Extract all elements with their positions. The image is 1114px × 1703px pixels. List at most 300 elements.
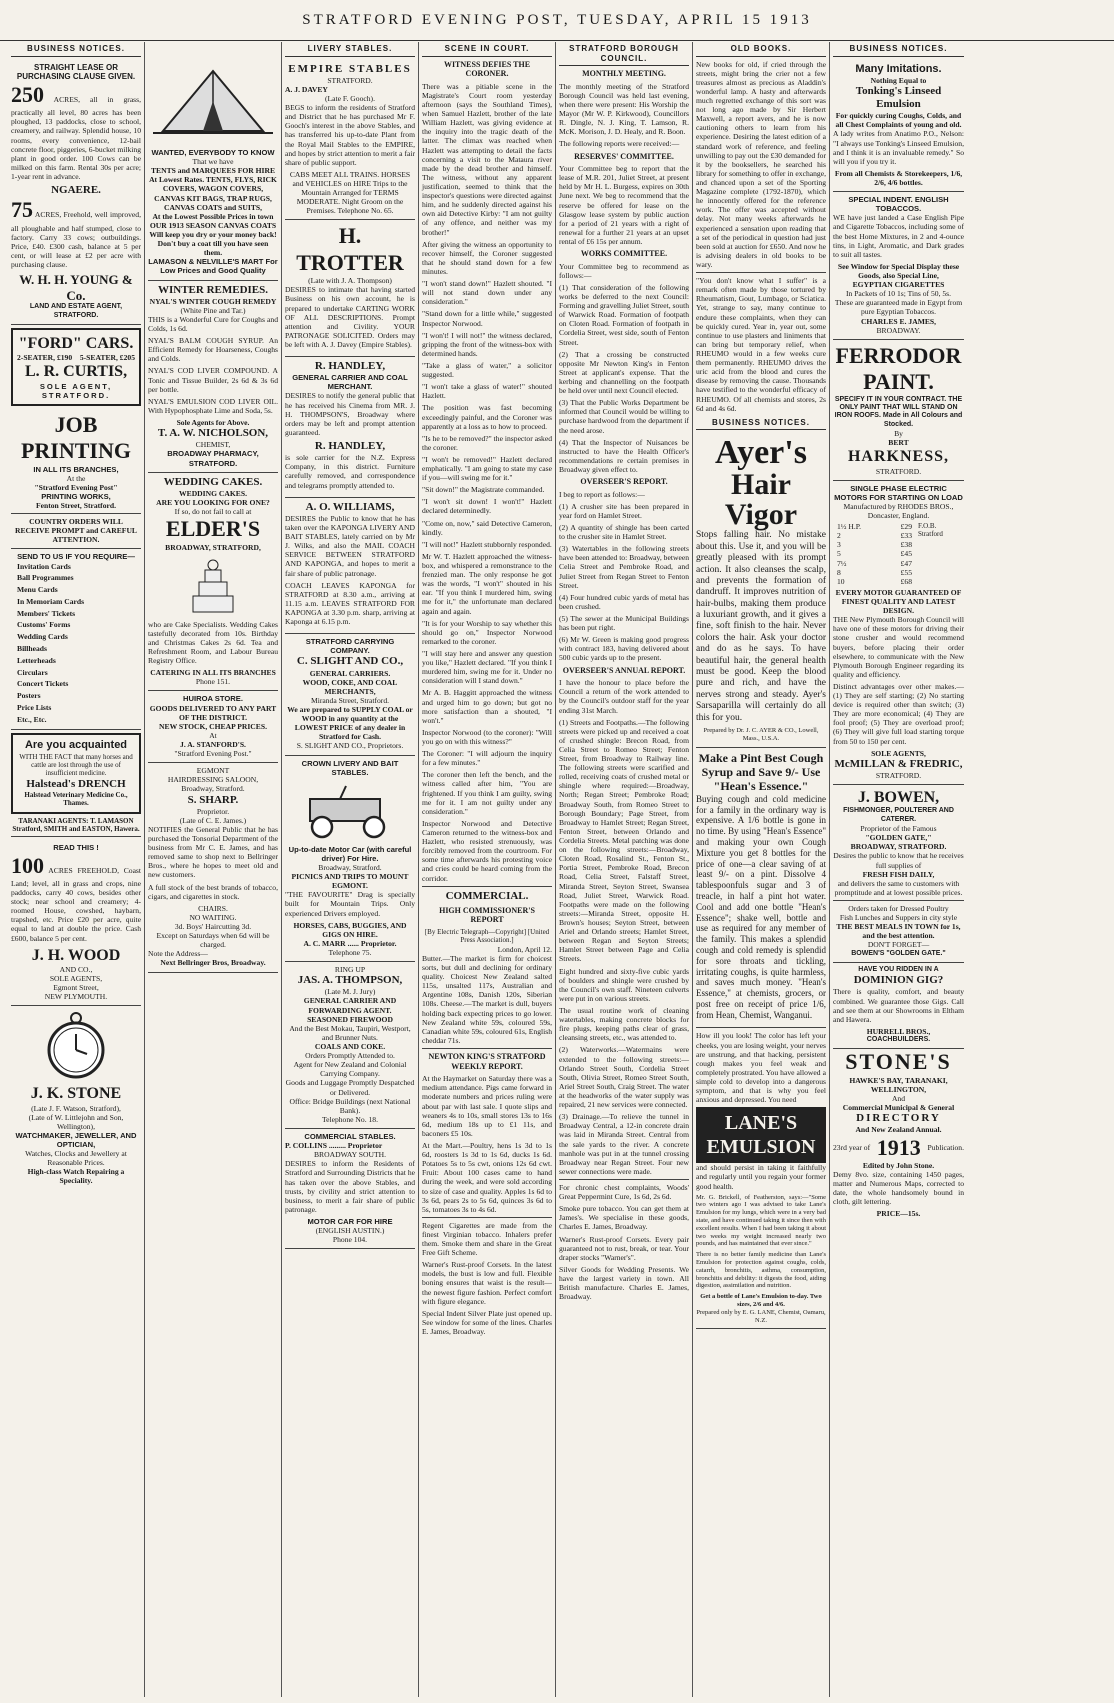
rheumo-text: "You don't know what I suffer" is a remark often made by those tortured by Rheumatism, Gout, Lumbago, or Sciatica. Yet, strange to say, many continue to endure these complaints, when they can be quickly cured. Year in, year out, some continue to use plasters and liniments that can bring but temporary relief, when RHEUMO would in a few weeks cure them permanently. RHEUMO drives the uric acid from the blood and cures the disease by removing the cause. Thousands have testified to the wonderful efficacy of RHEUMO. Of all chemists and stores, 2s 6d and 4s 6d. [696,276,826,413]
stone-demy: Demy 8vo. size, containing 1450 pages, matter and Numerous Maps, corrected to date, the whole handsomely bound in cloth, gilt lettering. [833,1170,964,1207]
ayer-maker: Prepared by Dr. J. C. AYER & CO., Lowell, Mass., U.S.A. [703,726,819,742]
ferrodor-text: SPECIFY IT IN YOUR CONTRACT. THE ONLY PAINT THAT WILL STAND ON IRON ROOFS. Made in All Colours and Stocked. [834,395,963,428]
list-item: Price Lists [17,702,52,712]
tents-prices: At the Lowest Possible Prices in town [152,211,274,221]
tent-illustration-icon [153,61,273,141]
council-p2: The following reports were received:— [559,139,680,149]
williams-name: A. O. WILLIAMS, [305,500,395,513]
stone-and: And [891,1094,906,1104]
lamason-tents-ad [148,145,278,281]
egmont-3: Broadway, Stratford. [181,784,245,794]
nicholson-name: T. A. W. NICHOLSON, [157,427,269,440]
wedding-cake-icon [188,556,238,616]
list-item: Circulars [17,667,48,677]
list-item: Ball Programmes [17,573,74,583]
court-p12: "I won't sit down! I won't!" Hazlett declared determinedly. [422,497,552,516]
court-p9: "Is he to be removed?" the inspector asked the coroner. [422,433,552,452]
harkness-name: HARKNESS, [847,448,950,466]
list-item: Billheads [17,643,47,653]
heans-title: Make a Pint Best Cough Syrup and Save 9/- Use "Hean's Essence." [698,750,824,794]
court-p20: The Coroner: "I will adjourn the inquiry for a few minutes." [422,749,552,768]
mcmillan-town: STRATFORD. [875,771,922,780]
tents-caption: WANTED, EVERYBODY TO KNOW [151,148,275,157]
bowen-lunches: Fish Lunches and Suppers in city style [839,913,958,923]
col5-ad4: Silver Goods for Wedding Presents. We have the largest variety in town. All British manufacture. Charles E. James, Broadway. [559,1264,689,1302]
sharp-text: NOTIFIES the General Public that he has purchased the Tonsorial Department of the business from Mr C. E. James, and has removed same to shop next to Bellringer Bros., where he hopes to meet old and new customers. [148,824,278,880]
council-p7: (3) That the Public Works Department be informed that Council would be willing to purchase hardwood from the department if the need arose. [559,398,689,435]
tents-list: TENTS and MARQUEES FOR HIRE At Lowest Rates. TENTS, FLYS, RICK COVERS, WAGON COVERS, CANVAS KIT BAGS, TRAP RUGS, CANVAS COATS and SUITS, [149,166,277,212]
pocket-watch-icon [41,1010,111,1080]
commercial-heading: COMMERCIAL. [445,889,529,902]
court-p6: "Take a glass of water," a solicitor suggested. [422,360,552,380]
williams-coach: COACH LEAVES KAPONGA for STRATFORD at 8.30 a.m., arriving at 11.15 a.m. LEAVES STRATFORD FOR KAPONGA at 3.30 p.m. sharp, arriving at Kaponga at 6.15 p.m. [285,580,415,627]
list-item: Letterheads [17,655,56,665]
crown-picnics: PICNICS AND TRIPS TO MOUNT EGMONT. [291,872,409,891]
slight-name: C. SLIGHT AND CO., [296,655,404,668]
elder-name: ELDER'S [165,516,261,542]
newton-p1: At the Haymarket on Saturday there was a medium attendance. Pigs came forward in moderate numbers and prices ruling were about par with last sale. I quote slips and weaners 4s to 10s, small stores 13s to 16s 6d, medium 18s up to £1 11s, and baconers £5 10s. [422,1074,552,1138]
huiroa-stock: NEW STOCK, CHEAP PRICES. [159,721,267,731]
empire-town: STRATFORD. [327,75,373,85]
column-7 [830,42,967,1697]
job-at: At the [66,473,86,483]
young-sub: LAND AND ESTATE AGENT, STRATFORD. [29,303,123,319]
crown-town: Broadway, Stratford. [318,862,382,872]
table-row: 5 £45 [837,549,912,559]
newton-p2: At the Mart.—Poultry, hens 1s 3d to 1s 6d, roosters 1s 3d to 1s 6d, ducks 1s 6d. Potatoes 5s to 5s cwt, onions 12s 6d cwt. Fruit: About 100 cases came to hand during the week, and were sold according to size of case and quality. Apples 1s 6d to 3s 6d, pears 2s to 5s 6d, quinces 3s 6d to 5s, tomatoes 3s to 4s 6d. [422,1140,552,1214]
job-attention: RECEIVE PROMPT and CAREFUL ATTENTION. [14,526,137,545]
read-this: READ THIS ! [53,843,99,853]
ferrodor-ad [833,340,964,481]
winter-pine: (White Pine and Tar.) [180,305,246,315]
huiroa-goods: GOODS DELIVERED TO ANY PART OF THE DISTRICT. [149,703,277,722]
ford-5-seater: 5-SEATER, £205 [79,353,135,363]
court-p5: "I won't! I will not!" the witness declared, gripping the front of the witness-box with determined hands. [422,330,552,358]
lease-title: STRAIGHT LEASE OR PURCHASING CLAUSE GIVEN. [16,62,136,82]
stone-edited: Edited by John Stone. [862,1160,935,1170]
stone-watch-trade: WATCHMAKER, JEWELLER, AND OPTICIAN, [15,1130,137,1149]
bowen-ad [833,785,964,963]
council-p12: (3) Watertables in the following streets have been attended to: Broadway, between Celia Street and Pembroke Road, and Juliet Street from Regan Street to Fenton Street. [559,544,689,590]
motors-plymouth: THE New Plymouth Borough Council will have one of these motors for driving their stone crusher and would recommend buyers, before placing their order elsewhere, to communicate with the New Plymouth Borough Engineer regarding its quality and efficiency. [833,615,964,679]
huiroa-at: At [209,730,217,740]
annual-heading: OVERSEER'S ANNUAL REPORT. [562,665,686,675]
sharp-late: (Late of C. E. James.) [179,815,247,825]
col1-header: BUSINESS NOTICES. [11,42,141,57]
bowen-address: BROADWAY, STRATFORD. [850,842,947,852]
list-item: Customs' Forms [17,620,71,630]
col5-ad2: Smoke pure tobacco. You can get them at James's. We specialise in these goods, Charles E. James, Broadway. [559,1204,689,1232]
column-3 [282,42,419,1697]
ford-2-seater: 2-SEATER, £190 [17,353,73,363]
bowen-forget: DON'T FORGET— [867,940,930,950]
williams-text: DESIRES the Public to know that he has taken over the KAPONGA LIVERY AND BAIT STABLES, lately carried on by Mr J. Wilks, and also the MAIL COACH SERVICE BETWEEN STRATFORD AND KAPONGA, and hopes to merit a fair share of public patronage. [285,513,415,578]
elder-catering: CATERING IN ALL ITS BRANCHES [150,668,276,678]
bowen-desires: Desires the public to know that he receives full supplies of [833,851,964,870]
lanes-better: There is no better family medicine than Lane's Emulsion for protection against coughs, colds, catarrh, bronchitis, asthma, consumption, bronchitis and debility: it digests the food, aiding digestion, assimilation and nutrition. [696,1251,826,1290]
marr-tel: Telephone 75. [328,947,372,957]
job-country: COUNTRY ORDERS WILL [29,517,123,527]
tonking-cure: For quickly curing Coughs, Colds, and all Chest Complaints of young and old. [835,111,962,130]
halstead-agents: TARANAKI AGENTS: T. LAMASON Stratford, SMITH and EASTON, Hawera. [12,816,140,834]
crown-livery-ad [285,756,415,963]
ford-cars-ad [11,328,141,406]
stone-watch-repair: High-class Watch Repairing a Speciality. [27,1167,125,1186]
books-p1: New books for old, if cried through the streets, might bring the crier not a few treasures almost as precious as Aladdin's wonderful lamp. A hasty and afterwards much regretted exchange of this sort was not long ago made by Sir Herbert Maxwell, a report avers, and he is now cautioning others to learn from his experience. Desiring the latest edition of a standard work of reference, and feeling unwilling to pay out the £30 demanded for it by the booksellers, he searched his library for something to offer in exchange, and chanced upon a set of the Sporting Magazine complete (1792-1870), which he innocently offered for the reference work. The offer was accepted without delay. Not many weeks afterwards he experienced a sensation upon reading that a set of the periodical in question had just been sold at auction for £650. And now he is advising dealers in old books to be wary. [696,59,826,269]
ford-title: "FORD" CARS. [18,335,134,353]
court-p2: After giving the witness an opportunity to recover himself, the Coroner suggested that he should stand down for a few minutes. [422,239,552,276]
bowen-fish: FRESH FISH DAILY, [862,869,935,879]
job-printing-ad [11,409,141,730]
motor-hire: MOTOR CAR FOR HIRE [307,1217,393,1226]
lanes-testimonial: Mr. G. Brickell, of Featherston, says:—"Some two winters ago I was advised to take Lane's Emulsion for my lungs, which were in a very bad state, and have continued taking it since then with excellent results. When I had been taking it about two weeks my weight increased nearly two pounds, and has maintained that ever since." [696,1193,826,1248]
empire-stables-ad [285,60,415,221]
huiroa-title: HUIROA STORE. [183,694,243,704]
tonking-name: Tonking's Linseed Emulsion [855,84,942,111]
column-1 [8,42,145,1697]
thompson-coals: COALS AND COKE. [314,1042,386,1052]
list-item: Posters [17,691,41,701]
thompson-agent: GENERAL CARRIER AND FORWARDING AGENT. [303,996,397,1015]
job-title: JOB [54,411,98,437]
young-name: W. H. H. YOUNG & Co. [19,272,133,303]
motors-price-table [833,520,964,588]
thompson-tel: Telephone No. 18. [322,1114,378,1124]
stone-commercial: Commercial Municipal & General [842,1103,955,1113]
empire-title: EMPIRE STABLES [288,62,412,75]
lanes-sizes: Get a bottle of Lane's Emulsion to-day. Two sizes, 2/6 and 4/6. [700,1293,822,1309]
motors-ad [833,481,964,785]
ford-agent: L. R. CURTIS, [24,363,128,381]
commercial-stables: COMMERCIAL STABLES. [304,1132,396,1142]
court-p14: "I will not!" Hazlett stubbornly responded. [422,539,552,549]
farm-lease-ad [11,60,141,326]
motors-maker: Manufactured by RHODES BROS., Doncaster, England. [843,501,954,520]
ngaere-text: ACRES, Freehold, well improved, all ploughable and half stumped, close to factory. Carry 33 cows; outbuildings. Price, £40. £300 cash, balance at 5 per cent, or will lease at £2 per acre with purchasing clause. [11,210,141,270]
court-p11: "Sit down!" the Magistrate commanded. [422,485,545,495]
tents-mart: LAMASON & NELVILLE'S MART For Low Prices and Good Quality [148,257,278,276]
dominion-ad [833,963,964,1050]
ferrodor-paint: PAINT. [863,369,934,395]
council-p14: (5) The sewer at the Municipal Buildings has been put right. [559,614,689,633]
col6-business-header: BUSINESS NOTICES. [696,416,826,431]
sharp-nowait: NO WAITING. [189,912,237,922]
indent-broadway: BROADWAY. [876,325,921,335]
court-p4: "Stand down for a little while," suggested Inspector Norwood. [422,309,552,328]
collins-ad [285,1129,415,1249]
slight-street: Miranda Street, Stratford. [310,695,390,705]
handley2-text: is sole carrier for the N.Z. Express Company, in this district. Furniture carefully removed, and correspondence and telegrams promptly attended to. [285,453,415,490]
collins-town: BROADWAY SOUTH. [313,1150,386,1160]
bowen-golden-gate: "GOLDEN GATE," [865,833,932,843]
indent-text: WE have just landed a Case English Pipe and Cigarette Tobaccos, including some of the best Home Mixtures, in 2 and 4-ounce tins, in Light, Aromatic, and Dark grades to suit all tastes. [833,213,964,259]
ferrodor-bert: BERT [888,438,909,448]
ring-up: RING UP [334,965,366,975]
court-p18: Mr A. B. Haggitt approached the witness and urged him to go down; but got no more satisfaction than a shouted, "I won't." [422,688,552,725]
court-p22: Inspector Norwood and Detective Cameron returned to the witness-box and Hazlett, who resisted strenuously, was forcibly removed from the courtroom. For some time afterwards his protesting voice and cries could be heard coming from the corridor. [422,818,552,883]
ford-sole: SOLE AGENT, STRATFORD. [39,381,113,400]
stone-watch-late2: (Late of W. Littlejohn and Son, Wellington), [28,1112,124,1131]
council-p15: (6) Mr W. Green is making good progress with contract 183, having delivered about 500 cubic yards up to the present. [559,635,689,663]
wood-text: ACRES FREEHOLD, Coast Land; level, all in grass and crops, nine paddocks, carry 40 cows, besides other stock; near school and creamery; 4-roomed House, cowshed, haybarn, trapshed, etc. Price £20 per acre, quite equal to land at double the price. Cash £600, balance 5 per cent. [11,865,141,943]
hurrell-sub: COACHBUILDERS. [866,1036,931,1044]
motors-advantages: Distinct advantages over other makes.—(1) They are self starting; (2) No starting device is required other than switch; (3) They are more economical; (4) They are fool proof; (5) They are overload proof; (6) They will give full load starting torque from 50 to 150 per cent. [833,681,964,746]
council-p18: Eight hundred and sixty-five cubic yards of boulders and shingle were crushed by the Council's own staff. Nineteen culverts were put in on various streets. [559,966,689,1003]
thompson-nuts: And the Best Mokau, Taupiri, Westport, and Brunner Nuts. [289,1023,411,1042]
elder-phone: Phone 151. [195,677,231,687]
trotter-name: H. TROTTER [296,223,404,275]
bowen-name: J. BOWEN, [857,789,940,807]
huiroa-stanford: J. A. STANFORD'S. [180,739,246,749]
indent-title: SPECIAL INDENT. ENGLISH TOBACCOS. [848,195,949,214]
council-p19: The usual routine work of cleaning watertables, making concrete blocks for fire plugs, keeping paths clear of grass, cleansing streets, etc., was attended to. [559,1006,689,1043]
lease-text: ACRES, all in grass, practically all level, 80 acres has been ploughed, 13 paddocks, close to school, creamery, and railway. Splendid house, 10 rooms, every convenience, 12-bail concrete floor, piggeries, 6-bucket milking plant in good order. 100 Cows can be milked on this farm. Rental 30s per acre; 1-year rent in advance. [11,94,141,181]
crown-drag: "THE FAVOURITE" Drag is specially built for Mountain Trips. Only experienced Drivers employed. [285,890,415,918]
motors-fob: F.O.B. Stratford [918,522,943,539]
collins-name: P. COLLINS ......... Proprietor [285,1141,383,1151]
court-p10: "I won't be removed!" Hazlett declared emphatically. "I am going to state my case if you—will swing me for it." [422,454,552,483]
printing-title: PRINTING [20,438,131,464]
sharp-stock: A full stock of the best brands of tobacco, cigars, and cigarettes in stock. [148,882,278,901]
slight-merchants: WOOD, COKE, AND COAL MERCHANTS, [302,677,398,696]
stone-watch-prices: Watches, Clocks and Jewellery at Reasonable Prices. [25,1149,127,1168]
table-row: 8 £55 [837,567,912,577]
elder-cakes-ad [148,473,278,692]
court-sub: WITNESS DEFIES THE CORONER. [443,59,531,79]
court-p16: "It is for your Worship to say whether this should go on," Inspector Norwood remarked to the coroner. [422,618,552,646]
lanes-title: LANE'S EMULSION [696,1107,826,1163]
job-branches: IN ALL ITS BRANCHES, [33,464,119,474]
list-item: Wedding Cards [17,632,68,642]
list-item: Concert Tickets [17,679,69,689]
motor-phone: Phone 104. [332,1235,368,1245]
motor-car-icon [290,781,410,841]
halstead-maker: Halstead Veterinary Medicine Co., Thames. [24,790,128,808]
job-street: Fenton Street, Stratford. [36,501,116,511]
masthead: STRATFORD EVENING POST, TUESDAY, APRIL 15 1913 [0,0,1114,41]
motors-sole: SOLE AGENTS, [871,748,926,758]
heans-ad [696,748,826,1029]
tonking-ad [833,60,964,193]
column-2 [145,42,282,1697]
wood-street: Egmont Street, [53,983,99,993]
indent-egyptian: EGYPTIAN CIGARETTES [852,280,945,290]
table-row: 2 £33 [837,531,912,541]
list-item: Members' Tickets [17,608,76,618]
bowen-poultry: Orders taken for Dressed Poultry [848,903,949,913]
stone-watch-name: J. K. STONE [30,1085,122,1103]
overseer-heading: OVERSEER'S REPORT. [580,477,668,487]
council-p13: (4) Four hundred cubic yards of metal has been crushed. [559,592,689,611]
halstead-ad [11,733,141,813]
thompson-goods: Goods and Luggage Promptly Despatched or Delivered. [285,1078,415,1097]
wedding-question: ARE YOU LOOKING FOR ONE? [156,497,270,507]
winter-cod: NYAL'S COD LIVER COMPOUND. A Tonic and Tissue Builder, 2s 6d & 3s 6d per bottle. [148,366,278,394]
dominion-ridden: HAVE YOU RIDDEN IN A [858,965,939,973]
col5-ad3: Warner's Rust-proof Corsets. Every pair guaranteed not to rust, break, or tear. Your draper stocks "Warner's". [559,1234,689,1262]
court-p1: There was a pitiable scene in the Magistrate's Court room yesterday afternoon (says the Southland Times), when Samuel Hazlett, brother of the late William Hazlett, was giving evidence at the inquiry into the tragic death of the latter. The climax was reached when Hazlett was attempting to detail the facts concerning a visit to the Mataura river made by the dead brother and himself. The witness, without any apparent justification, seemed to think that the inspector's questions were directed against him, and he suddenly directed against his own aid Detective Kirby: "I am not guilty of any offence, and neither was my brother!" [422,81,552,237]
winter-emulsion: NYAL'S EMULSION COD LIVER OIL. With Hypophosphate Lime and Soda, 5s. [148,396,278,415]
council-p4: Your Committee beg to recommend as follows:— [559,261,689,280]
sharp-address: Next Bellringer Bros, Broadway. [160,958,266,968]
bowen-prop: Proprietor of the Famous [860,824,937,834]
sharp-haircut: 3d. Boys' Haircutting 3d. [174,922,252,932]
court-p3: "I won't stand down!" Hazlett shouted. "I will not stand down under any consideration." [422,279,552,307]
imitations-title: Many Imitations. [855,62,942,75]
heans-text: Buying cough and cold medicine for a family in the ordinary way is expensive. A 1/6 bottle is gone in no time. By using "Hean's Essence" and making your own Cough Mixture you get 8 bottles for the price of one—a clear saving of at least 9/- on a pint. Dissolve 4 tablespoonfuls sugar and 3 of treacle, in half a pint hot water. Cool and add one bottle "Hean's Essence"; shake well, bottle and use as required for any member of the family. This makes a splendid cough and cold remedy is splendid for sore throats and tickling, irritating coughs, is quite harmless, and saves much money. "Hean's Essence," at chemists, grocers, or post free on receipt of price 1/6, from Hean, Chemist, Wanganui. [696,793,826,1020]
handley-name: R. HANDLEY, [314,360,386,373]
sharp-prop: Proprietor. [196,806,230,816]
indent-window: See Window for Special Display these Goods, also Special Line, [837,261,960,281]
nicholson-chemist: CHEMIST, [195,440,231,450]
stone-watch-late1: (Late J. F. Watson, Stratford), [31,1103,121,1113]
thompson-nz: Agent for New Zealand and Colonial Carrying Company. [293,1060,407,1079]
crown-title: CROWN LIVERY AND BAIT STABLES. [301,758,399,777]
ngaere-heading: NGAERE. [51,184,101,197]
stone-publication: Publication. [927,1143,964,1153]
tobacco-ad [833,192,964,340]
council-p3: Your Committee beg to report that the lease of M.R. 201, Juliet Street, at present held by Mr H. L. Burgess, expires on 30th June next. We beg to recommend that the reserve be offered for lease on the Glasgow lease system by public auction for a period of 21 years with a right of renewal for a further 21 years at an upset rental of £6 15s per annum. [559,164,689,247]
sharp-address-label: Note the Address— [148,949,208,959]
table-row: 1½ H.P. £29 [837,522,912,532]
council-p9: I beg to report as follows:— [559,489,645,499]
list-item: In Memoriam Cards [17,596,85,606]
hurrell-name: HURRELL BROS., [866,1026,931,1036]
court-p8: The position was fast becoming exceedingly painful, and the Coroner was apparently at a loss as to how to proceed. [422,403,552,431]
empire-late: (Late F. Gooch). [324,94,375,103]
harkness-town: STRATFORD. [875,466,922,476]
empire-text: BEGS to inform the residents of Stratford and District that he has purchased Mr F. Gooch's interest in the above Stables, and has transferred his up-to-date Plant from the Royal Mail Stables to the EMPIRE, and hopes by strict attention to merit a fair share of public support. [285,103,415,167]
nicholson-pharmacy: BROADWAY PHARMACY, STRATFORD. [167,449,259,468]
lanes-maker: Prepared only by E. G. LANE, Chemist, Oamaru, N.Z. [696,1308,826,1324]
col5-ad1: For chronic chest complaints, Woods' Great Peppermint Cure, 1s 6d, 2s 6d. [559,1182,689,1202]
col7-header: BUSINESS NOTICES. [833,42,964,57]
winter-sole: Sole Agents for Above. [176,418,250,428]
wood-town: NEW PLYMOUTH. [44,992,108,1002]
ayer-ad [696,433,826,747]
wood-name: J. H. WOOD [31,946,121,964]
page-columns [8,42,1106,1697]
works-heading: WORKS COMMITTEE. [580,249,668,259]
indent-packets: In Packets of 10 1s; Tins of 50, 5s. [845,289,952,299]
thompson-late: (Late M. J. Jury) [324,987,376,997]
hcr-heading: HIGH COMMISSIONER'S REPORT [439,905,535,925]
imitations-nothing: Nothing Equal to [870,75,927,85]
ayer-title: Ayer's [715,434,807,472]
monthly-meeting: MONTHLY MEETING. [582,69,666,79]
court-p19: Inspector Norwood (to the coroner): "Will you go on with this witness?" [422,727,552,746]
wedding-sub: WEDDING CAKES. [179,488,247,498]
dominion-gig: DOMINION GIG? [853,974,944,987]
council-p1: The monthly meeting of the Stratford Borough Council was held last evening, when there were present: His Worship the Mayor (Mr W. P. Kirkwood), Councillors R. Dingle, N. J. King, T. Lamson, R. McK. Morison, J. D. Healy, and R. Boon. [559,81,689,137]
sharp-ad [148,763,278,972]
column-4 [419,42,556,1697]
winter-nyal: NYAL'S WINTER COUGH REMEDY [149,296,277,306]
sharp-name: S. SHARP. [187,793,239,806]
stone-regions: HAWKE'S BAY, TARANAKI, WELLINGTON, [849,1075,948,1094]
lanes-persist: and should persist in taking it faithfully and regularly until you regain your former good health. [696,1163,826,1191]
tents-we-have: That we have [192,157,234,167]
stone-annual: And New Zealand Annual. [855,1125,942,1135]
council-p5: (1) That consideration of the following works be deferred to the next Council: Forming and gravelling Juliet Street, south of Warwick Road. Formation of footpath on Cloten Road. Formation of footpath in Cordelia Street, west side, south of Fenton Street. [559,282,689,347]
table-row: 3 £38 [837,540,912,550]
lease-number: 250 [11,81,44,107]
lanes-question: How ill you look! The color has left your cheeks, you are losing weight, your nerves are unstrung, and that hacking, persistent cough makes you feel weak and completely prostrated. You have allowed a simple cold to develop into a dangerous symptom, and that is why you feel anxious and depressed. You need [696,1031,826,1105]
ayer-hair-vigor: Hair Vigor [724,468,798,532]
council-p21: (3) Drainage.—To relieve the tunnel in Broadway Central, a 12-in concrete drain was laid in Miranda Street. Central from the sale yards to the river. A concrete manhole was put in at the tunnel crossing Broadway near Regan Street. Four new sewer connections were made. [559,1112,689,1176]
elder-text: who are Cake Specialists. Wedding Cakes tastefully decorated from 10s. Birthday and Christmas Cakes 2s 6d. Tea and Refreshment Room, and Labour Bureau Registry Office. [148,619,278,666]
council-p11: (2) A quantity of shingle has been carted to the crusher site in Hamlet Street. [559,523,689,542]
halstead-fact: WITH THE FACT that many horses and cattle are lost through the use of insufficient medicine. [19,752,133,778]
job-post: "Stratford Evening Post" [34,482,118,492]
indent-james: CHARLES E. JAMES, [860,316,937,326]
trotter-ad [285,220,415,357]
col3-header: LIVERY STABLES. [285,42,415,57]
williams-ad [285,498,415,635]
winter-balm: NYAL'S BALM COUGH SYRUP. An Efficient Remedy for Hoarseness, Coughs and Colds. [148,336,278,364]
dominion-text: There is quality, comfort, and beauty combined. We guarantee those Gigs. Call and see them at our Showrooms in Eltham and Hawera. [833,987,964,1024]
handley2-name: R. HANDLEY, [314,440,386,453]
ayer-text: Stops falling hair. No mistake about this. Use it, and you will be greatly pleased with its prompt action. It also cleanses the scalp, and prevents the formation of dandruff. It improves nutrition of hair-bulbs, making them produce a luxuriant growth, and it gives a fine, soft finish to the hair. Never colors the hair. Ask your doctor and do as he says. To have beautiful hair, the general health must be good. Keep the blood pure and rich, and have the nerves strong and steady. Ayer's Sarsaparilla will certainly do all this for you. [696,530,826,723]
col5-header: STRATFORD BOROUGH COUNCIL. [559,42,689,66]
court-p21: The coroner then left the bench, and the witness called after him, "You are frightened. If you think I am guilty, swing me for it. I am not guilty under any consideration." [422,770,552,816]
col4-ad2: Warner's Rust-proof Corsets. In the latest models, the bust is low and full. Flexible boning ensures that waist is the result—the newest figure fashion. Perfect comfort with figure elegance. [422,1260,552,1306]
huiroa-ad [148,691,278,763]
council-p17: (1) Streets and Footpaths.—The following streets were picked up and received a coat of crushed shingle: Brecon Road, from Celia Street to Romeo Street; Fenton Street, from Broadway to Railway line. The following streets were scarified and rolled, receiving coats of crushed metal or shingle where required:—Broadway, North; Regan Street; Pembroke Road; Broadway South, from Romeo Street to Borough Boundary; Page Street, from Broadway to Hamlet Street; Regan Street, Fenton Street, between Orlando and Cordelia Streets. Metal patching was done on the following streets:—Broadway, Cloten Road, Rosalind St., Fenton St., Portia Street, Pembroke Road, Brecon Road, Celia Street, Falstaff Street, Miranda Street, Seyton Street, Swansea Road, Juliet Street, Warwick Road. Footpaths were made on the following streets:—Miranda Street, opposite H. Brown's houses; Seyton Street, between Ariel and Orlando streets; Hamlet Street, between Regan and Seyton Streets; Hamlet Street between Page and Celia Streets. [559,717,689,964]
trotter-late: (Late with J. A. Thompson) [308,276,392,286]
court-p17: "I will stay here and answer any question you like," Hazlett declared. "If you think I murdered him, swing me for it. Under no consideration will I stand down." [422,649,552,686]
handley-sub: GENERAL CARRIER AND COAL MERCHANT. [292,373,408,392]
court-p13: "Come on, now," said Detective Cameron, kindly. [422,518,552,537]
newton-heading: NEWTON KING'S STRATFORD WEEKLY REPORT. [428,1052,546,1071]
col4-header: SCENE IN COURT. [422,42,552,57]
carting-title: STRATFORD CARRYING COMPANY. [305,637,395,656]
winter-remedies-ad [148,281,278,473]
indent-guaranteed: These are guaranteed made in Egypt from pure Egyptian Tobaccos. [834,298,963,317]
huiroa-post: "Stratford Evening Post." [174,749,252,759]
court-p7: "I won't take a glass of water!" shouted Hazlett. [422,382,552,401]
halstead-drench: Halstead's DRENCH [26,777,126,790]
hcr-text: Butter.—The market is firm for choicest sorts, but dull and declining for ordinary quality. Choicest New Zealand salted 115s, unsalted 117s, Australian and Argentine 108s, Danish 120s, Siberian 108s. Cheese.—The market is dull, buyers holding back expecting prices to go lower. New Zealand white 59s, coloured 59s, Canadian white 59s, coloured 61s, English cheddar 71s. [422,953,552,1045]
table-row: 10 £68 [837,576,912,586]
thompson-orders: Orders Promptly Attended to. [305,1051,395,1061]
empire-name: A. J. DAVEY [285,84,328,94]
col4-ad1: Regent Cigarettes are made from the finest Virginian tobacco. Inhalers prefer them. Smoke them and share in the Great Free Gift Scheme. [422,1220,552,1258]
list-item: Menu Cards [17,585,58,595]
crown-hire: HORSES, CABS, BUGGIES, AND GIGS ON HIRE. [293,920,407,939]
motors-guaranteed: EVERY MOTOR GUARANTEED OF FINEST QUALITY AND LATEST DESIGN. [835,587,962,616]
column-6 [693,42,830,1697]
stone-directory: DIRECTORY [856,1112,941,1125]
list-item: Etc., Etc. [17,714,47,724]
tents-coats: OUR 1913 SEASON CANVAS COATS Will keep you dry or your money back! Don't buy a coat till you have seen them. [149,220,277,258]
ferrodor-title: FERRODOR [835,342,962,368]
list-item: Invitation Cards [17,561,71,571]
motor-austin: (ENGLISH AUSTIN.) [315,1226,385,1236]
council-p16: I have the honour to place before the Council a return of the work attended to by the Council's outdoor staff for the year ending 31st March. [559,678,689,715]
council-p6: (2) That a crossing be constructed opposite Mr Newton King's in Fenton Street at applicant's expense. That the kerbing and channelling on the footpath be held over until next Council elected. [559,349,689,396]
table-row: 7½ £47 [837,558,912,568]
bowen-meals: THE BEST MEALS IN TOWN for 1s, and the best attention. [836,922,961,941]
slight-supply: We are prepared to SUPPLY COAL or WOOD in any quantity at the LOWEST PRICE of any dealer in Stratford for Cash. [287,705,413,742]
egmont-2: HAIRDRESSING SALOON, [167,775,259,785]
marr-name: A. C. MARR ...... Proprietor. [303,938,397,948]
trotter-text: DESIRES to intimate that having started Business on his own account, he is prepared to undertake CARTING WORK OF ALL DESCRIPTIONS. Prompt attention and Civility. YOUR PATRONAGE SOLICITED. Orders may be left with A. J. Davey (Empire Stables). [285,285,415,349]
council-p8: (4) That the Inspector of Nuisances be instructed to have the Health Officer's recommendations re certain premises in Broadway given effect to. [559,437,689,475]
thompson-ad [285,962,415,1129]
wedding-title: WEDDING CAKES. [163,475,263,488]
court-p15: Mr W. T. Hazlett approached the witness-box, and whispered a remonstrance to the frenzied man. The only response he got was the words, "I won't" shouted in his ear. "If you think I murdered him, swing me for it," the unfortunate man declared again and again. [422,551,552,616]
